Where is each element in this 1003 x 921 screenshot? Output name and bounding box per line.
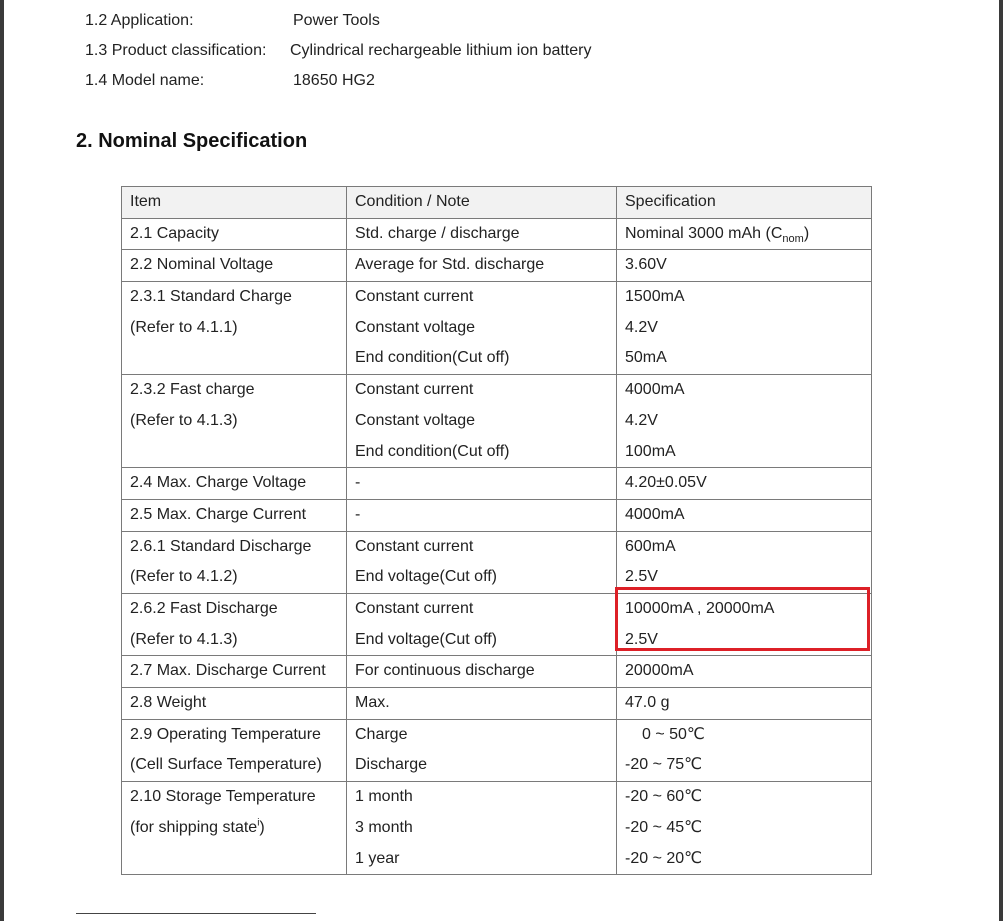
- condition-line: End condition(Cut off): [355, 442, 510, 460]
- item-line: 2.6.2 Fast Discharge: [130, 600, 278, 618]
- cell-item: 2.8 Weight: [122, 688, 347, 720]
- table-row: [122, 282, 872, 375]
- item-line: (Refer to 4.1.3): [130, 411, 238, 429]
- condition-line: 1 month: [355, 788, 413, 806]
- item-line: (Cell Surface Temperature): [130, 756, 322, 774]
- spec-line: 50mA: [625, 349, 667, 367]
- cell-item: 2.1 Capacity: [122, 218, 347, 250]
- info-value: Cylindrical rechargeable lithium ion battery: [290, 42, 592, 59]
- spec-line: 4.2V: [625, 318, 658, 336]
- cell-item: 2.7 Max. Discharge Current: [122, 656, 347, 688]
- cell-condition: Max.: [347, 688, 617, 720]
- nominal-spec-table: [121, 186, 872, 875]
- cell-item: [122, 375, 347, 468]
- spec-line: 2.5V: [625, 630, 658, 648]
- condition-line: Constant current: [355, 600, 474, 618]
- table-row: [122, 531, 872, 593]
- condition-line: End voltage(Cut off): [355, 568, 498, 586]
- condition-line: 3 month: [355, 818, 413, 836]
- cell-spec: [617, 782, 872, 875]
- spec-line: 4.2V: [625, 411, 658, 429]
- item-line: (Refer to 4.1.2): [130, 568, 238, 586]
- footnote-marker: i: [257, 817, 260, 829]
- cell-spec: [617, 531, 872, 593]
- condition-line: Constant current: [355, 537, 474, 555]
- info-model-name: [85, 72, 375, 90]
- cell-item: [122, 719, 347, 781]
- header-specification: Specification: [617, 187, 872, 219]
- spec-line: -20 ~ 60℃: [625, 788, 703, 806]
- cell-item: 2.4 Max. Charge Voltage: [122, 468, 347, 500]
- condition-line: Constant current: [355, 381, 474, 399]
- page-right-edge: [999, 0, 1003, 921]
- item-line: (Refer to 4.1.3): [130, 630, 238, 648]
- item-line: 2.3.2 Fast charge: [130, 381, 255, 399]
- cell-condition: Average for Std. discharge: [347, 250, 617, 282]
- capacity-spec-text: Nominal 3000 mAh (C: [625, 224, 783, 242]
- condition-line: End condition(Cut off): [355, 349, 510, 367]
- spec-line: 0 ~ 50℃: [642, 725, 705, 743]
- spec-line: -20 ~ 45℃: [625, 818, 703, 836]
- cell-item: [122, 531, 347, 593]
- cell-condition: [347, 282, 617, 375]
- item-line: 2.6.1 Standard Discharge: [130, 537, 312, 555]
- info-product-classification: [85, 42, 592, 60]
- table-row: [122, 375, 872, 468]
- condition-line: Constant voltage: [355, 411, 476, 429]
- table-row: [122, 688, 872, 720]
- cell-item: 2.5 Max. Charge Current: [122, 499, 347, 531]
- cell-condition: -: [347, 468, 617, 500]
- condition-line: 1 year: [355, 849, 400, 867]
- spec-line: 2.5V: [625, 568, 658, 586]
- header-condition: Condition / Note: [347, 187, 617, 219]
- table-row: [122, 250, 872, 282]
- condition-line: Constant current: [355, 288, 474, 306]
- item-line: 2.10 Storage Temperature: [130, 788, 316, 806]
- info-value: Power Tools: [293, 12, 380, 29]
- spec-line: 4000mA: [625, 381, 685, 399]
- capacity-spec-subscript: nom: [782, 232, 804, 245]
- cell-condition: [347, 594, 617, 656]
- cell-spec: 4000mA: [617, 499, 872, 531]
- spec-line: 10000mA , 20000mA: [625, 600, 775, 618]
- spec-line: -20 ~ 75℃: [625, 756, 703, 774]
- condition-line: Discharge: [355, 756, 428, 774]
- item-line-text: (for shipping state: [130, 818, 258, 836]
- spec-line: -20 ~ 20℃: [625, 849, 703, 867]
- info-label: 1.4 Model name:: [85, 72, 205, 89]
- cell-condition: Std. charge / discharge: [347, 218, 617, 250]
- table-row: [122, 218, 872, 250]
- info-application: [85, 12, 380, 30]
- item-line-close: ): [259, 818, 265, 836]
- table-header-row: [122, 187, 872, 219]
- footnote-rule: [76, 913, 316, 914]
- condition-line: Constant voltage: [355, 318, 476, 336]
- cell-spec: 3.60V: [617, 250, 872, 282]
- cell-spec: 20000mA: [617, 656, 872, 688]
- cell-spec: [617, 218, 872, 250]
- cell-item: 2.2 Nominal Voltage: [122, 250, 347, 282]
- page-left-edge: [0, 0, 4, 921]
- cell-spec: [617, 719, 872, 781]
- info-label: 1.3 Product classification:: [85, 42, 267, 59]
- cell-condition: [347, 719, 617, 781]
- highlight-box: [615, 587, 870, 651]
- cell-spec: 4.20±0.05V: [617, 468, 872, 500]
- spec-line: 600mA: [625, 537, 676, 555]
- item-line: [130, 813, 346, 844]
- info-value: 18650 HG2: [293, 72, 375, 89]
- info-label: 1.2 Application:: [85, 12, 194, 29]
- cell-item: [122, 282, 347, 375]
- item-line: 2.3.1 Standard Charge: [130, 288, 292, 306]
- section-title: 2. Nominal Specification: [76, 130, 308, 152]
- table-row: [122, 468, 872, 500]
- table-row: [122, 656, 872, 688]
- table-row: [122, 499, 872, 531]
- cell-item: [122, 782, 347, 875]
- cell-condition: [347, 375, 617, 468]
- item-line: 2.9 Operating Temperature: [130, 725, 321, 743]
- item-line: (Refer to 4.1.1): [130, 318, 238, 336]
- spec-line: 1500mA: [625, 288, 685, 306]
- cell-condition: -: [347, 499, 617, 531]
- cell-spec: [617, 375, 872, 468]
- spec-line: 100mA: [625, 442, 676, 460]
- cell-condition: [347, 782, 617, 875]
- cell-spec: 47.0 g: [617, 688, 872, 720]
- capacity-spec-close: ): [803, 224, 810, 242]
- cell-condition: For continuous discharge: [347, 656, 617, 688]
- cell-condition: [347, 531, 617, 593]
- header-item: Item: [122, 187, 347, 219]
- condition-line: Charge: [355, 725, 408, 743]
- cell-item: [122, 594, 347, 656]
- condition-line: End voltage(Cut off): [355, 630, 498, 648]
- table-row: [122, 719, 872, 781]
- table-row: [122, 782, 872, 875]
- cell-spec: [617, 282, 872, 375]
